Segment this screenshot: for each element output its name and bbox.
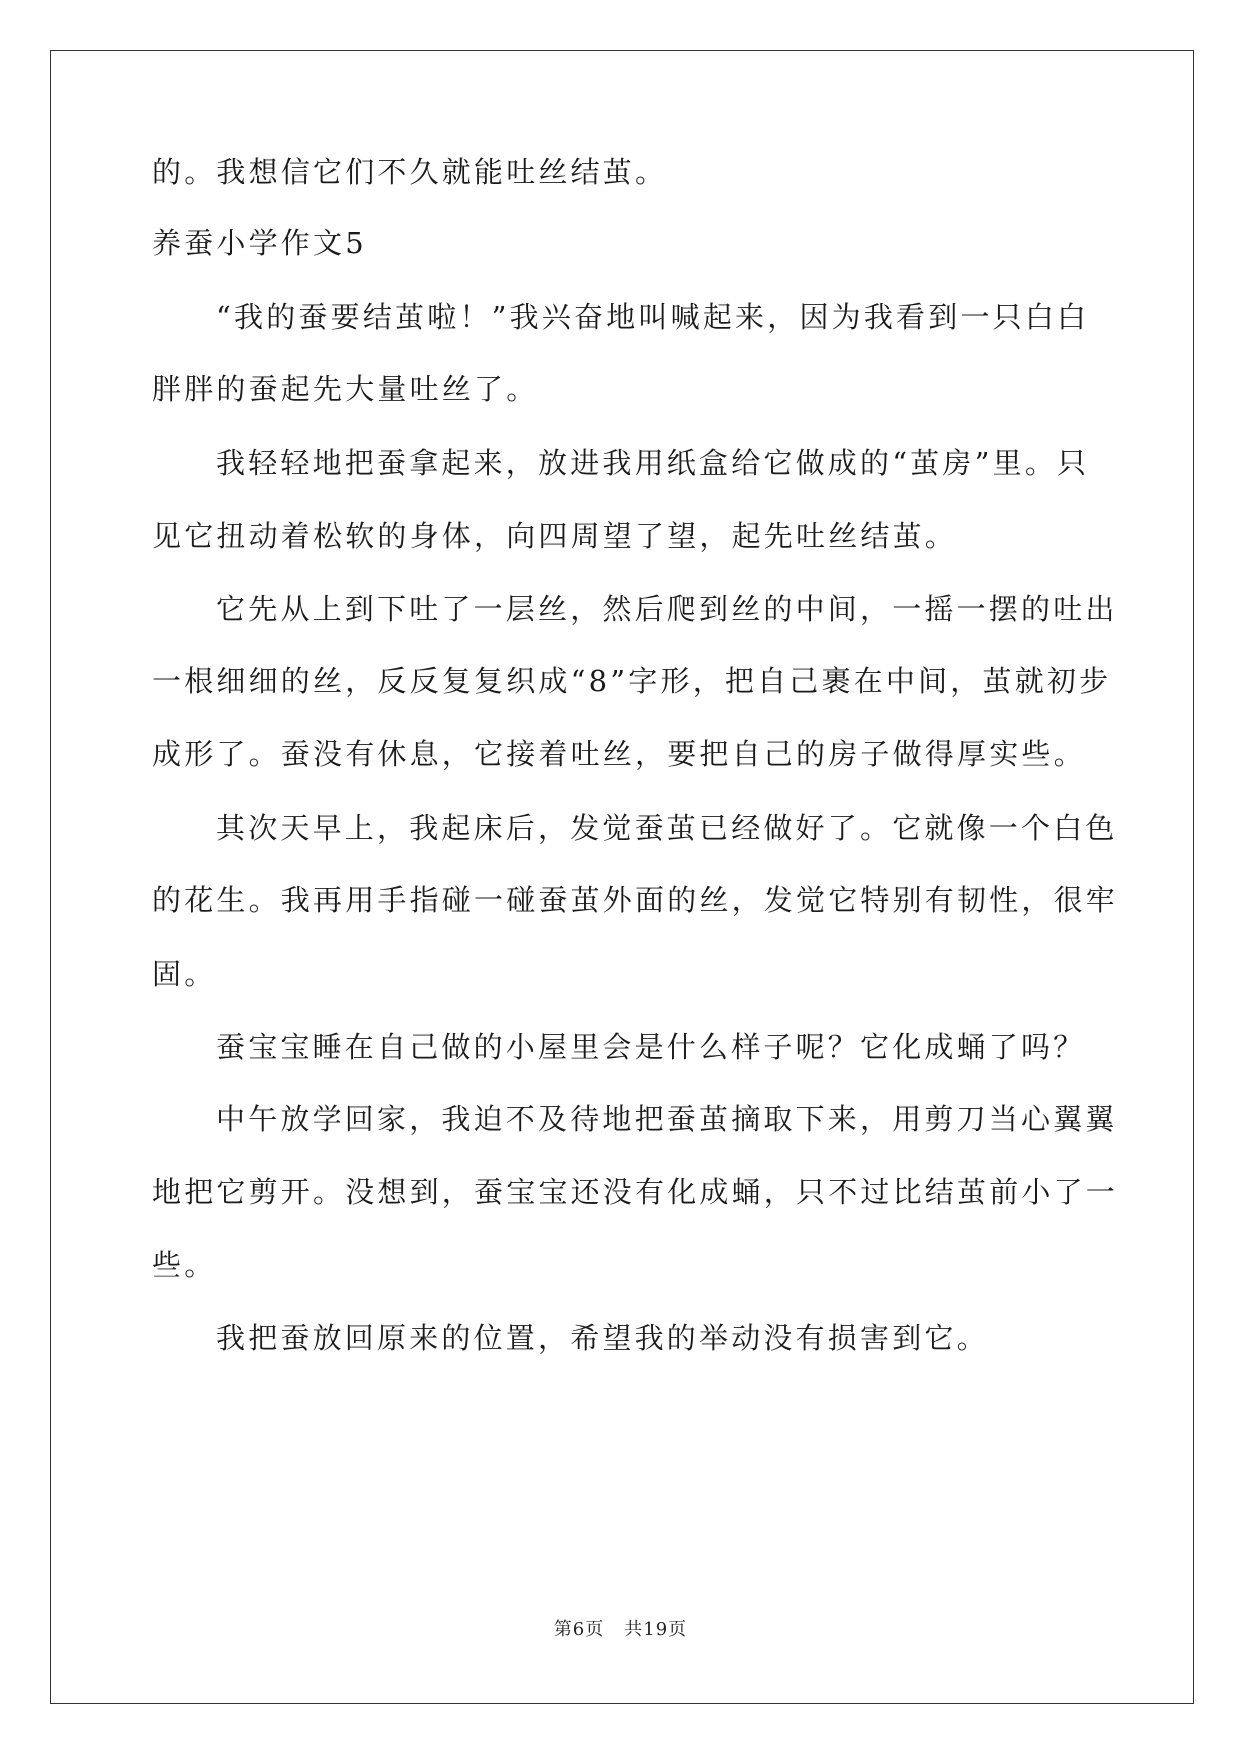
text-line: 蚕宝宝睡在自己做的小屋里会是什么样子呢？它化成蛹了吗？ xyxy=(216,1030,1086,1064)
text-line: 它先从上到下吐了一层丝，然后爬到丝的中间，一摇一摆的吐出 xyxy=(216,592,1118,626)
text-line: 的。我想信它们不久就能吐丝结茧。 xyxy=(152,155,668,189)
text-line: 的花生。我再用手指碰一碰蚕茧外面的丝，发觉它特别有韧性，很牢 xyxy=(152,883,1119,917)
page-number: 第6页 xyxy=(553,1619,605,1640)
text-line: 见它扭动着松软的身体，向四周望了望，起先吐丝结茧。 xyxy=(152,519,958,553)
page-footer xyxy=(0,1618,1241,1642)
text-line: 我轻轻地把蚕拿起来，放进我用纸盒给它做成的“茧房”里。只 xyxy=(216,446,1090,480)
page-total: 共19页 xyxy=(624,1619,688,1640)
text-line: 成形了。蚕没有休息，它接着吐丝，要把自己的房子做得厚实些。 xyxy=(152,737,1086,771)
text-line: 固。 xyxy=(152,957,217,991)
text-line: “我的蚕要结茧啦！”我兴奋地叫喊起来，因为我看到一只白白 xyxy=(216,300,1090,334)
section-heading: 养蚕小学作文5 xyxy=(152,226,367,260)
text-line: 我把蚕放回原来的位置，希望我的举动没有损害到它。 xyxy=(216,1321,989,1355)
text-line: 胖胖的蚕起先大量吐丝了。 xyxy=(152,372,539,406)
text-line: 一根细细的丝，反反复复织成“8”字形，把自己裹在中间，茧就初步 xyxy=(152,664,1112,698)
text-line: 些。 xyxy=(152,1248,217,1282)
text-line: 地把它剪开。没想到，蚕宝宝还没有化成蛹，只不过比结茧前小了一 xyxy=(152,1175,1119,1209)
text-line: 其次天早上，我起床后，发觉蚕茧已经做好了。它就像一个白色 xyxy=(216,811,1118,845)
text-line: 中午放学回家，我迫不及待地把蚕茧摘取下来，用剪刀当心翼翼 xyxy=(216,1102,1118,1136)
